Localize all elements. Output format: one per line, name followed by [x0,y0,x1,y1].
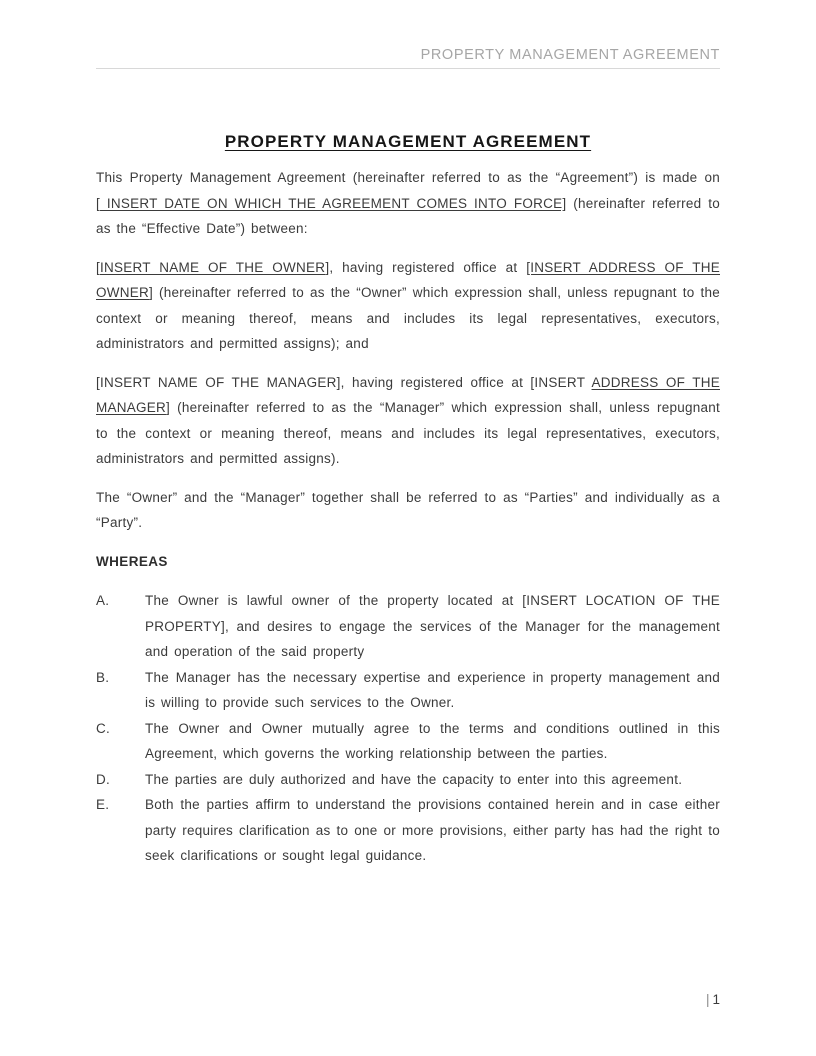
parties-paragraph: The “Owner” and the “Manager” together shall be referred to as “Parties” and individually as a “Party”. [96,489,720,530]
recital-label: C. [96,720,110,736]
recital-text: The parties are duly authorized and have the capacity to enter into this agreement. [145,771,683,787]
recital-text: Both the parties affirm to understand the provisions contained herein and in case either party requires clarification as to one or more provisions, either party has had the right to seek clarifications or sought legal guidance. [145,797,720,863]
recital-item [96,588,720,665]
intro-paragraph: This Property Management Agreement (hereinafter referred to as the “Agreement”) is made on [ INSERT DATE ON WHICH THE AGREEMENT COMES INTO FORCE] (hereinafter referred to as the “Effective Date”) between: [96,170,720,236]
recital-item [96,665,720,716]
whereas-heading: WHEREAS [96,553,168,569]
recital-label: D. [96,771,110,787]
page-header [96,0,720,69]
recitals-list [96,588,720,869]
header-title: PROPERTY MANAGEMENT AGREEMENT [420,47,720,63]
recital-text: The Manager has the necessary expertise and experience in property management and is willing to provide such services to the Owner. [145,669,720,710]
footer-separator: | [705,992,710,1007]
recital-label: E. [96,797,110,812]
recital-text: The Owner is lawful owner of the property located at [INSERT LOCATION OF THE PROPERTY], and desires to engage the services of the Manager for the management and operation of the said property [145,593,720,659]
recital-item [96,767,720,793]
document-body [96,129,720,869]
document-title: PROPERTY MANAGEMENT AGREEMENT [224,132,592,151]
recital-label: B. [96,669,110,685]
recital-text: The Owner and Owner mutually agree to the terms and conditions outlined in this Agreement, which governs the working relationship between the parties. [145,720,720,761]
recital-label: A. [96,593,110,608]
page-number: 1 [712,992,720,1007]
recital-item [96,792,720,869]
page-footer [706,989,720,1011]
manager-paragraph: [INSERT NAME OF THE MANAGER], having registered office at [INSERT ADDRESS OF THE MANAGER] (hereinafter referred to as the “Manager” which expression shall, unless repugnant to the context or meaning thereof, means and includes its legal representatives, executors, administrators and permitted assigns). [96,374,720,466]
owner-paragraph: [INSERT NAME OF THE OWNER], having registered office at [INSERT ADDRESS OF THE OWNER] (hereinafter referred to as the “Owner” which expression shall, unless repugnant to the context or meaning thereof, means and includes its legal representatives, executors, administrators and permitted assigns); and [96,259,720,351]
recital-item [96,716,720,767]
